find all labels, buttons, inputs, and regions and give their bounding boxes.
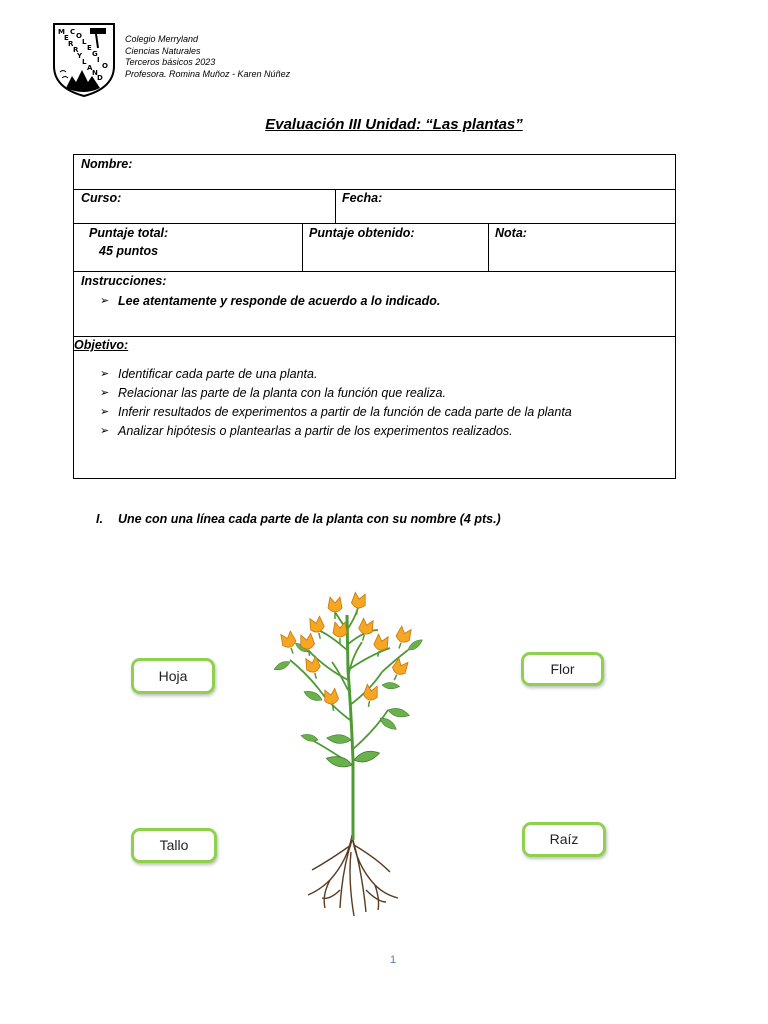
list-item: ➢ Lee atentamente y responde de acuerdo a lo indicado. bbox=[98, 292, 658, 311]
svg-text:O: O bbox=[102, 62, 108, 70]
plant-illustration bbox=[230, 590, 460, 925]
label-stem[interactable]: Tallo bbox=[131, 828, 217, 863]
total-score-value: 45 puntos bbox=[99, 244, 159, 258]
date-label: Fecha: bbox=[342, 191, 383, 205]
course-year: Terceros básicos 2023 bbox=[125, 57, 216, 67]
school-name: Colegio Merryland bbox=[125, 34, 199, 44]
list-item: ➢ Inferir resultados de experimentos a partir de la función de cada parte de la planta bbox=[98, 403, 673, 422]
arrow-bullet-icon: ➢ bbox=[100, 425, 110, 437]
svg-text:Y: Y bbox=[77, 52, 83, 60]
arrow-bullet-icon: ➢ bbox=[100, 295, 110, 307]
page-number: 1 bbox=[389, 954, 397, 966]
question-1 bbox=[96, 512, 501, 526]
question-number: I. bbox=[96, 512, 103, 526]
svg-text:D: D bbox=[97, 74, 103, 82]
label-leaf[interactable]: Hoja bbox=[131, 658, 215, 694]
arrow-bullet-icon: ➢ bbox=[100, 387, 110, 399]
svg-text:A: A bbox=[87, 64, 93, 72]
list-item: ➢ Relacionar las parte de la planta con la función que realiza. bbox=[98, 384, 673, 403]
subject-name: Ciencias Naturales bbox=[125, 45, 201, 56]
svg-text:E: E bbox=[64, 34, 69, 42]
name-label: Nombre: bbox=[81, 157, 133, 171]
question-text: Une con una línea cada parte de la planta con su nombre (4 pts.) bbox=[118, 512, 501, 526]
label-flower[interactable]: Flor bbox=[521, 652, 604, 686]
objectives-list bbox=[98, 365, 673, 441]
arrow-bullet-icon: ➢ bbox=[100, 406, 110, 418]
list-item: ➢ Identificar cada parte de una planta. bbox=[98, 365, 673, 384]
stem bbox=[347, 615, 353, 840]
objective-label: Objetivo: bbox=[74, 338, 129, 352]
svg-text:L: L bbox=[82, 58, 87, 66]
evaluation-title: Evaluación III Unidad: “Las plantas” bbox=[265, 116, 523, 133]
svg-text:O: O bbox=[76, 32, 82, 40]
label-root[interactable]: Raíz bbox=[522, 822, 606, 857]
svg-text:R: R bbox=[73, 46, 79, 54]
arrow-bullet-icon: ➢ bbox=[100, 368, 110, 380]
school-info bbox=[125, 34, 290, 80]
svg-text:E: E bbox=[87, 44, 92, 52]
flowers bbox=[279, 592, 413, 712]
total-score-label: Puntaje total: bbox=[89, 226, 169, 240]
svg-text:L: L bbox=[82, 38, 87, 46]
svg-text:C: C bbox=[70, 28, 76, 36]
svg-text:N: N bbox=[92, 69, 98, 77]
obtained-score-label: Puntaje obtenido: bbox=[309, 226, 415, 240]
roots bbox=[308, 835, 398, 916]
svg-text:G: G bbox=[92, 50, 98, 58]
instructions-label: Instrucciones: bbox=[81, 274, 167, 288]
svg-text:I: I bbox=[97, 56, 100, 64]
svg-text:M: M bbox=[58, 28, 65, 36]
teachers-names: Profesora. Romina Muñoz - Karen Núñez bbox=[125, 68, 291, 79]
svg-text:R: R bbox=[68, 40, 74, 48]
instructions-list bbox=[98, 292, 658, 311]
student-info-table bbox=[73, 154, 676, 479]
grade-label: Nota: bbox=[495, 226, 527, 240]
course-label: Curso: bbox=[81, 191, 122, 205]
school-logo bbox=[52, 22, 116, 98]
list-item: ➢ Analizar hipótesis o plantearlas a partir de los experimentos realizados. bbox=[98, 422, 673, 441]
